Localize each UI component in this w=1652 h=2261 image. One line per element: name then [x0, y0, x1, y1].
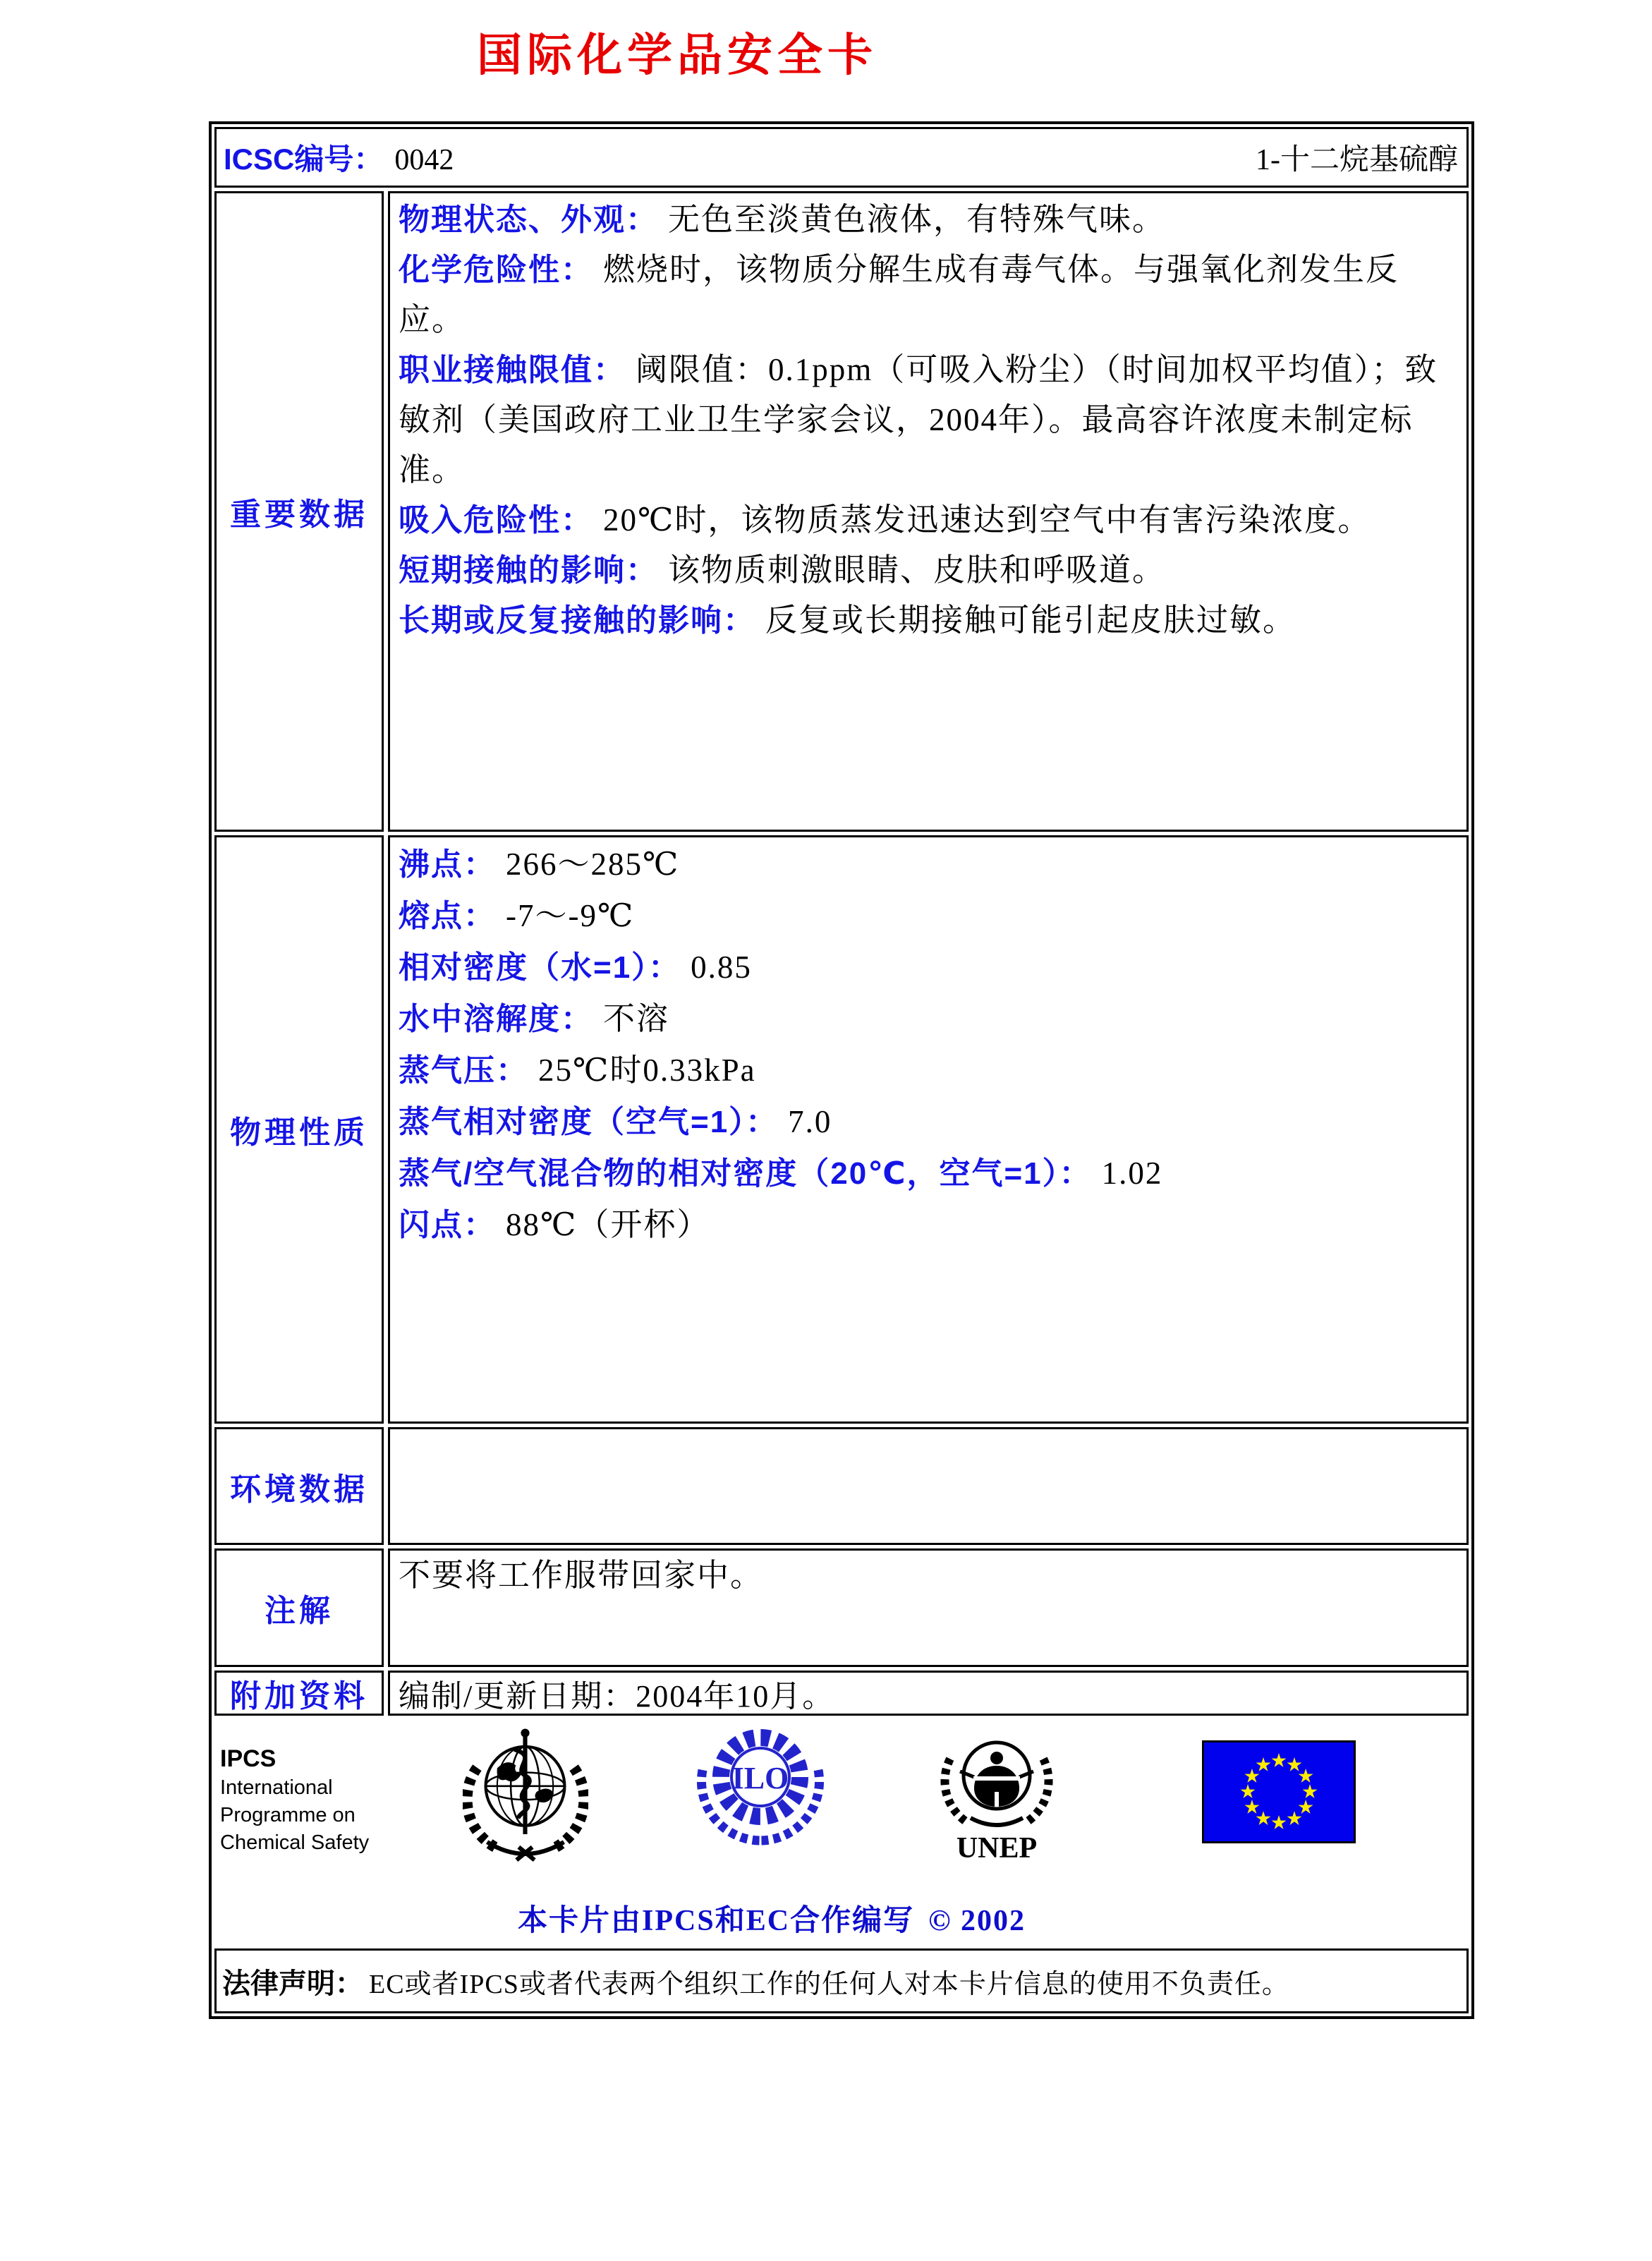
chemical-name: 1-十二烷基硫醇: [1256, 144, 1458, 176]
property-item-label: 闪点：: [399, 1208, 496, 1242]
icsc-card-table: [209, 121, 1474, 2019]
property-item-label: 蒸气/空气混合物的相对密度（20℃，空气=1）：: [399, 1156, 1092, 1191]
ipcs-line: Chemical Safety: [220, 1831, 370, 1854]
property-item-value: 1.02: [1101, 1156, 1163, 1191]
data-item-text: 无色至淡黄色液体，有特殊气味。: [668, 202, 1166, 237]
icsc-number-value: 0042: [394, 144, 454, 176]
property-item-value: 266～285℃: [506, 847, 680, 882]
header-row: [214, 127, 1469, 188]
property-item-label: 沸点：: [399, 847, 496, 882]
footer: [214, 1719, 1469, 1945]
title-bar: [0, 0, 1354, 80]
property-item-label: 熔点：: [399, 899, 496, 933]
property-item-value: 0.85: [691, 950, 752, 985]
section-label-cell-important-data: [214, 191, 384, 832]
section-label-cell-environmental-data: [214, 1427, 384, 1545]
row-environmental-data: [214, 1427, 1469, 1545]
data-item: [399, 245, 1458, 345]
data-item: [399, 345, 1458, 495]
property-item-label: 蒸气相对密度（空气=1）：: [399, 1105, 779, 1139]
section-content-environmental-data: [388, 1427, 1469, 1545]
data-item-text: 该物质刺激眼睛、皮肤和呼吸道。: [668, 552, 1166, 588]
data-item-text: 阈限值：0.1ppm（可吸入粉尘）（时间加权平均值）；致敏剂（美国政府工业卫生学家会议，2004年）。最高容许浓度未制定标准。: [399, 352, 1438, 487]
data-item-text: 燃烧时，该物质分解生成有毒气体。与强氧化剂发生反应。: [399, 252, 1399, 337]
ilo-logo-icon: [686, 1726, 835, 1846]
property-item: [399, 839, 1458, 890]
credit-text: 本卡片由IPCS和EC合作编写: [518, 1905, 915, 1937]
legal-label: 法律声明：: [222, 1968, 363, 1999]
row-notes: [214, 1548, 1469, 1667]
property-item: [399, 1045, 1458, 1096]
property-item: [399, 942, 1458, 993]
section-content-additional-info: [388, 1671, 1469, 1716]
row-important-data: [214, 191, 1469, 832]
data-item-label: 短期接触的影响：: [399, 553, 658, 588]
section-label-important-data: 重要数据: [230, 497, 368, 532]
property-item-value: 不溶: [603, 1001, 670, 1036]
data-item-text: 20℃时，该物质蒸发迅速达到空气中有害污染浓度。: [603, 502, 1371, 538]
unep-logo-icon: [933, 1726, 1061, 1862]
data-item-label: 职业接触限值：: [399, 353, 626, 387]
ilo-caption: ILO: [731, 1761, 789, 1795]
property-item: [399, 1148, 1458, 1199]
ipcs-line: Programme on: [220, 1804, 356, 1826]
property-item-value: 88℃（开杯）: [506, 1207, 710, 1242]
property-item-label: 水中溶解度：: [399, 1002, 593, 1036]
page-title: 国际化学品安全卡: [477, 30, 877, 80]
data-item-label: 长期或反复接触的影响：: [399, 603, 755, 638]
section-label-environmental-data: 环境数据: [230, 1472, 368, 1507]
row-additional-info: [214, 1671, 1469, 1716]
property-item-value: -7～-9℃: [506, 898, 635, 933]
data-item-label: 物理状态、外观：: [399, 202, 658, 237]
icsc-number-group: [224, 136, 454, 178]
section-label-notes: 注解: [265, 1594, 334, 1628]
section-label-physical-properties: 物理性质: [230, 1115, 368, 1150]
who-logo-icon: [463, 1725, 588, 1863]
property-item: [399, 1199, 1458, 1251]
section-label-additional-info: 附加资料: [230, 1679, 368, 1714]
property-item: [399, 1096, 1458, 1148]
section-label-cell-notes: [214, 1548, 384, 1667]
section-content-important-data: [388, 191, 1469, 832]
property-item: [399, 993, 1458, 1045]
ipcs-acronym: IPCS: [220, 1745, 277, 1772]
icsc-number-label: ICSC编号：: [224, 143, 384, 176]
section-label-cell-additional-info: [214, 1671, 384, 1716]
data-item-label: 吸入危险性：: [399, 503, 593, 538]
property-item-value: 7.0: [788, 1104, 832, 1139]
legal-row: [214, 1948, 1469, 2013]
ipcs-block: [220, 1743, 369, 1857]
data-item: [399, 495, 1458, 545]
ipcs-line: International: [220, 1776, 333, 1799]
data-item: [399, 545, 1458, 595]
credit-line: [214, 1897, 1329, 1939]
copyright-text: © 2002: [928, 1905, 1026, 1937]
update-date-text: 编制/更新日期：2004年10月。: [399, 1679, 835, 1714]
row-physical-properties: [214, 835, 1469, 1424]
property-item-label: 相对密度（水=1）：: [399, 950, 681, 985]
section-content-notes: 不要将工作服带回家中。: [388, 1548, 1469, 1667]
unep-caption: UNEP: [956, 1832, 1038, 1862]
section-label-cell-physical-properties: [214, 835, 384, 1424]
property-item: [399, 890, 1458, 942]
eu-flag-icon: [1202, 1740, 1356, 1843]
data-item-text: 反复或长期接触可能引起皮肤过敏。: [765, 602, 1296, 638]
legal-text: EC或者IPCS或者代表两个组织工作的任何人对本卡片信息的使用不负责任。: [369, 1969, 1289, 1999]
property-item-value: 25℃时0.33kPa: [538, 1053, 756, 1088]
data-item-label: 化学危险性：: [399, 253, 593, 287]
data-item: [399, 195, 1458, 245]
property-item-label: 蒸气压：: [399, 1053, 528, 1088]
data-item: [399, 595, 1458, 645]
section-content-physical-properties: [388, 835, 1469, 1424]
